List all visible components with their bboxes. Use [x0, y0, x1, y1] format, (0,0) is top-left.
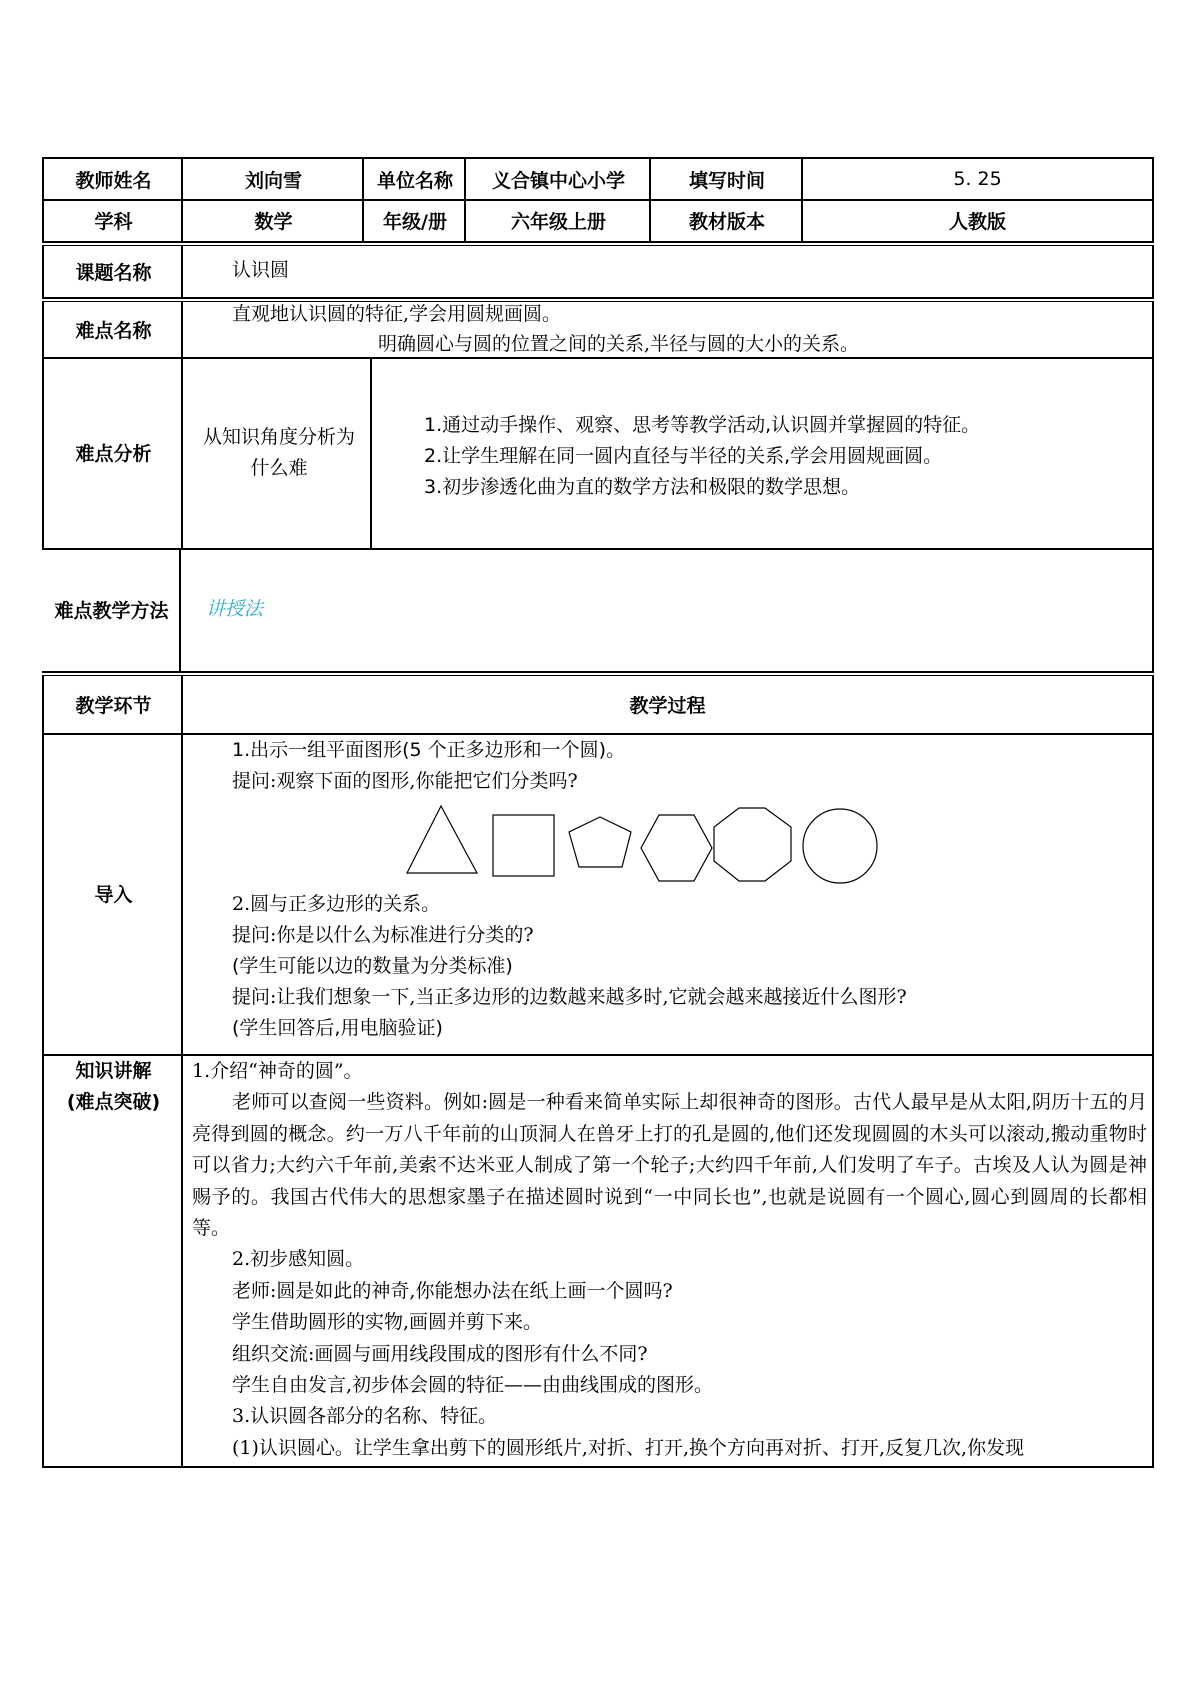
- grade-value: 六年级上册: [510, 210, 606, 233]
- difficulty-line-2: 明确圆心与圆的位置之间的关系,半径与圆的大小的关系。: [378, 333, 860, 355]
- square-icon: [493, 815, 554, 876]
- method-label: 难点教学方法: [54, 600, 169, 622]
- subject-value: 数学: [254, 210, 293, 233]
- knowledge-p8: 3.认识圆各部分的名称、特征。: [232, 1405, 498, 1428]
- shape-group: [404, 795, 944, 887]
- knowledge-p3: 2.初步感知圆。: [232, 1248, 365, 1271]
- intro-line-2: 提问:观察下面的图形,你能把它们分类吗?: [232, 770, 578, 792]
- grade-label: 年级/册: [383, 210, 447, 233]
- intro-label: 导入: [94, 884, 133, 906]
- process-header-row: [42, 675, 1154, 733]
- intro-line-1: 1.出示一组平面图形(5 个正多边形和一个圆)。: [232, 739, 626, 761]
- edition-value: 人教版: [948, 210, 1006, 233]
- pentagon-icon: [569, 817, 631, 867]
- date-value: 5. 25: [953, 168, 1002, 190]
- intro-row: [42, 733, 1154, 1054]
- knowledge-p6: 组织交流:画圆与画用线段围成的图形有什么不同?: [232, 1342, 648, 1365]
- circle-icon: [803, 809, 877, 883]
- topic-value: 认识圆: [232, 259, 290, 281]
- knowledge-label-line-1: 知识讲解: [75, 1060, 152, 1082]
- topic-row: [42, 245, 1154, 297]
- method-value: 讲授法: [206, 598, 264, 620]
- knowledge-label: [44, 1056, 183, 1118]
- difficulty-line-1: 直观地认识圆的特征,学会用圆规画圆。: [232, 303, 562, 325]
- header-row-1: [42, 157, 1154, 199]
- knowledge-p4: 老师:圆是如此的神奇,你能想办法在纸上画一个圆吗?: [232, 1279, 673, 1302]
- knowledge-p9: (1)认识圆心。让学生拿出剪下的圆形纸片,对折、打开,换个方向再对折、打开,反复几次,你发现: [232, 1436, 1025, 1459]
- analysis-label: 难点分析: [75, 443, 152, 465]
- edition-label: 教材版本: [688, 210, 765, 233]
- process-label: 教学过程: [629, 694, 706, 717]
- analysis-sub-label: 从知识角度分析为什么难: [202, 425, 355, 479]
- intro-line-4: 提问:你是以什么为标准进行分类的?: [232, 924, 534, 946]
- intro-line-5: (学生可能以边的数量为分类标准): [232, 955, 513, 977]
- analysis-point-1: 1.通过动手操作、观察、思考等教学活动,认识圆并掌握圆的特征。: [424, 414, 981, 436]
- triangle-icon: [407, 806, 477, 873]
- hexagon-icon: [641, 815, 712, 881]
- difficulty-row: [42, 301, 1154, 357]
- intro-line-7: (学生回答后,用电脑验证): [232, 1017, 443, 1039]
- analysis-point-2: 2.让学生理解在同一圆内直径与半径的关系,学会用圆规画圆。: [424, 445, 943, 467]
- knowledge-body: [192, 1056, 1147, 1464]
- teacher-label: 教师姓名: [75, 169, 152, 192]
- knowledge-p1: 1.介绍“神奇的圆”。: [192, 1060, 363, 1082]
- subject-label: 学科: [94, 210, 133, 233]
- knowledge-label-line-2: (难点突破): [66, 1091, 161, 1113]
- teacher-value: 刘向雪: [244, 169, 302, 192]
- knowledge-p5: 学生借助圆形的实物,画圆并剪下来。: [232, 1311, 543, 1334]
- analysis-point-3: 3.初步渗透化曲为直的数学方法和极限的数学思想。: [424, 476, 861, 498]
- difficulty-label: 难点名称: [75, 319, 152, 342]
- unit-value: 义合镇中心小学: [491, 169, 625, 192]
- process-step-label: 教学环节: [75, 694, 152, 717]
- header-row-2: [42, 199, 1154, 241]
- knowledge-p2: 老师可以查阅一些资料。例如:圆是一种看来简单实际上却很神奇的图形。古代人最早是从太阳,阴历十五的月亮得到圆的概念。约一万八千年前的山顶洞人在兽牙上打的孔是圆的,他们还发现圆圆的木头可以滚动,搬动重物时可以省力;大约六千年前,美索不达米亚人制成了第一个轮子;大约四千年前,人们发明了车子。古埃及人认为圆是神赐予的。我国古代伟大的思想家墨子在描述圆时说到“一中同长也”,也就是说圆有一个圆心,圆心到圆周的长都相等。: [192, 1091, 1147, 1240]
- knowledge-p7: 学生自由发言,初步体会圆的特征——由曲线围成的图形。: [232, 1374, 714, 1397]
- intro-line-3: 2.圆与正多边形的关系。: [232, 893, 441, 915]
- method-row: [42, 548, 1154, 671]
- knowledge-row: [42, 1054, 1154, 1468]
- octagon-icon: [714, 808, 791, 881]
- unit-label: 单位名称: [376, 169, 453, 192]
- intro-line-6: 提问:让我们想象一下,当正多边形的边数越来越多时,它就会越来越接近什么图形?: [232, 986, 907, 1008]
- date-label: 填写时间: [688, 169, 765, 192]
- topic-label: 课题名称: [75, 261, 152, 284]
- analysis-row: [42, 357, 1154, 548]
